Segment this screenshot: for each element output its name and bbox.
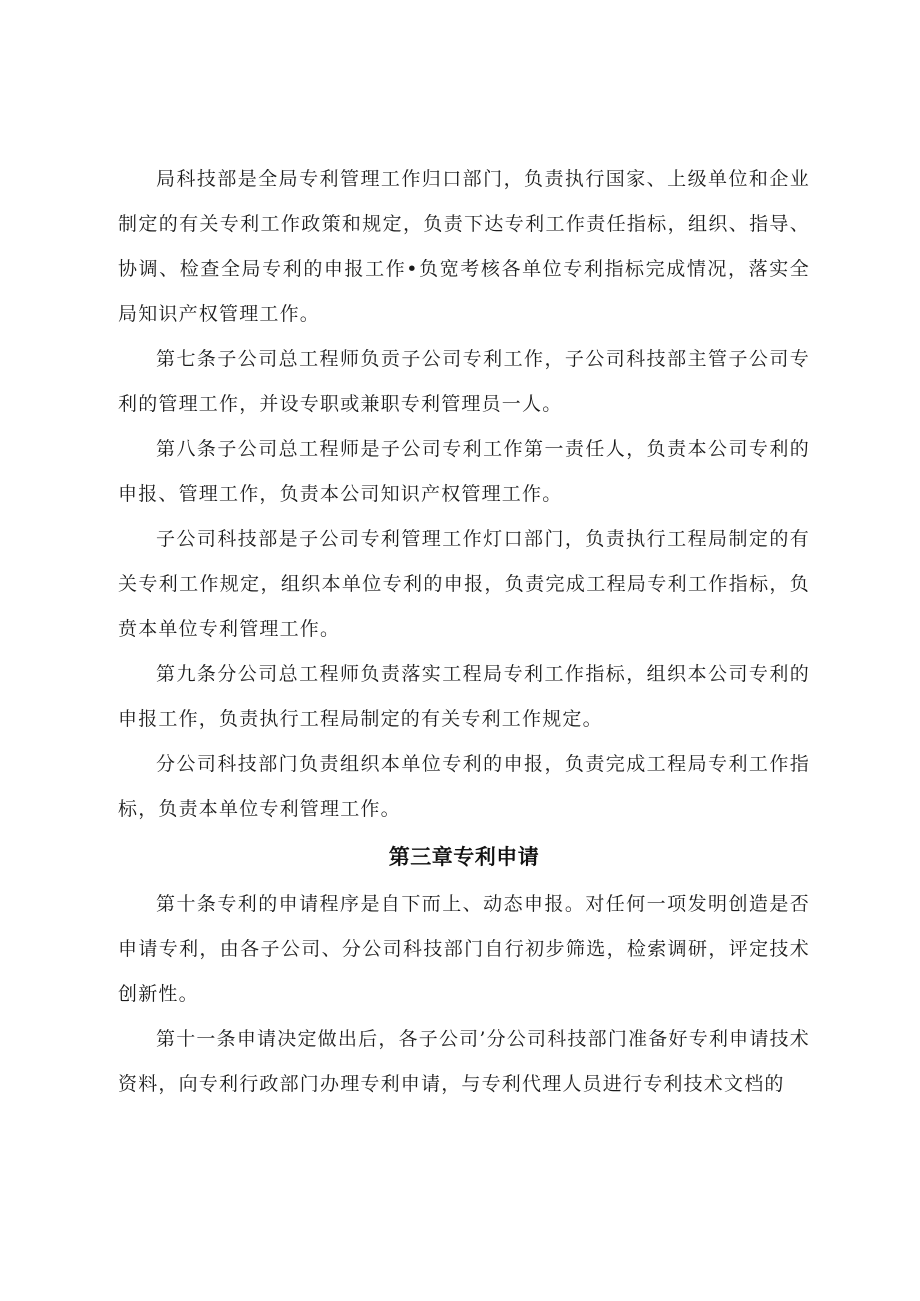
chapter-heading: 第三章专利申请	[388, 845, 540, 869]
paragraph-article-8: 第八条子公司总工程师是子公司专利工作第一责任人，负责本公司专利的申报、管理工作，负责本公司知识产权管理工作。	[118, 438, 810, 505]
paragraph-bureau-tech-dept: 局科技部是全局专利管理工作归口部门，负责执行国家、上级单位和企业制定的有关专利工作政策和规定，负责下达专利工作责任指标，组织、指导、协调、检查全局专利的申报工作•负宽考核各单位专利指标完成情况，落实全局知识产权管理工作。	[118, 168, 810, 325]
paragraph-branch-tech-dept: 分公司科技部门负责组织本单位专利的申报，负责完成工程局专利工作指标，负责本单位专利管理工作。	[118, 753, 810, 820]
paragraph-subsidiary-tech-dept: 子公司科技部是子公司专利管理工作灯口部门，负责执行工程局制定的有关专利工作规定，组织本单位专利的申报，负责完成工程局专利工作指标，负贲本单位专利管理工作。	[118, 528, 810, 640]
paragraph-article-9: 第九条分公司总工程师负责落实工程局专利工作指标，组织本公司专利的申报工作，负责执行工程局制定的有关专利工作规定。	[118, 663, 810, 730]
paragraph-article-7: 第七条子公司总工程师负贡子公司专利工作，子公司科技部主管子公司专利的管理工作，并设专职或兼职专利管理员一人。	[118, 348, 810, 415]
document-page	[118, 157, 810, 1107]
paragraph-article-11: 第十一条申请决定做出后，各子公司’分公司科技部门准备好专利申请技术资料，向专利行政部门办理专利申请，与专利代理人员进行专利技术文档的	[118, 1028, 810, 1095]
paragraph-article-10: 第十条专利的申请程序是自下而上、动态申报。对任何一项发明创造是否申请专利，由各子公司、分公司科技部门自行初步筛选，检索调研，评定技术创新性。	[118, 893, 810, 1005]
